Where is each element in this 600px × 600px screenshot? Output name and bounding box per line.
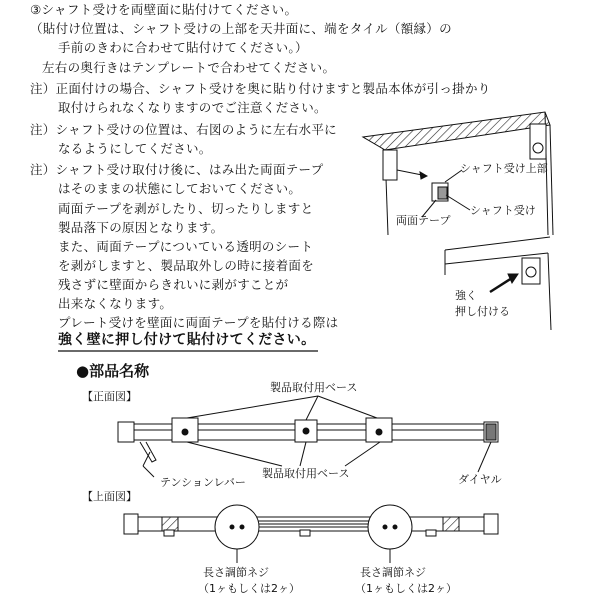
line-17: プレート受けを壁面に両面テープを貼付ける際は	[58, 315, 339, 330]
line-1: ③シャフト受けを両壁面に貼付けてください。	[30, 2, 298, 17]
label-screw-left-note: （1ヶもしくは2ヶ）	[198, 582, 300, 595]
line-3: 手前のきわに合わせて貼付けてください。）	[58, 40, 308, 55]
emphasis-text: 強く壁に押し付けて貼付けてください。	[58, 332, 316, 348]
label-dial: ダイヤル	[458, 473, 502, 486]
front-view-bar	[118, 396, 498, 477]
line-2: （貼付け位置は、シャフト受けの上部を天井面に、端をタイル（額縁）の	[30, 21, 452, 36]
label-shaft: シャフト受け	[470, 204, 536, 217]
label-base-bottom: 製品取付用ベース	[262, 467, 350, 480]
label-screw-left: 長さ調節ネジ	[203, 566, 269, 579]
line-10: はそのままの状態にしておいてください。	[58, 181, 302, 196]
label-screw-right: 長さ調節ネジ	[360, 566, 426, 579]
line-7: 注）シャフト受けの位置は、右図のように左右水平に	[30, 122, 337, 137]
line-14: を剥がしますと、製品取外しの時に接着面を	[58, 258, 315, 273]
label-shaft-top: シャフト受け上部	[460, 162, 548, 175]
line-15: 残さずに壁面からきれいに剥がすことが	[58, 277, 289, 292]
top-view-title: 【上面図】	[82, 490, 137, 503]
line-6: 取付けられなくなりますのでご注意ください。	[58, 100, 327, 115]
line-5: 注）正面付けの場合、シャフト受けを奥に貼り付けますと製品本体が引っ掛かり	[30, 81, 491, 96]
line-12: 製品落下の原因となります。	[58, 220, 224, 235]
line-8: なるようにしてください。	[58, 141, 212, 156]
label-screw-right-note: （1ヶもしくは2ヶ）	[355, 582, 457, 595]
line-11: 両面テープを剥がしたり、切ったりしますと	[58, 201, 314, 216]
label-press-1: 強く	[455, 289, 477, 302]
label-base-top: 製品取付用ベース	[270, 381, 358, 394]
label-press-2: 押し付ける	[455, 305, 510, 318]
front-view-title: 【正面図】	[82, 390, 137, 403]
line-13: また、両面テープについている透明のシート	[58, 239, 314, 254]
line-9: 注）シャフト受け取付け後に、はみ出た両面テープ	[30, 162, 324, 177]
parts-heading: ●部品名称	[76, 362, 150, 380]
line-16: 出来なくなります。	[58, 296, 173, 311]
label-tape: 両面テープ	[396, 214, 451, 227]
line-4: 左右の奥行きはテンプレートで合わせてください。	[42, 60, 336, 75]
top-view-bar	[124, 505, 498, 563]
label-tension-lever: テンションレバー	[160, 476, 246, 489]
